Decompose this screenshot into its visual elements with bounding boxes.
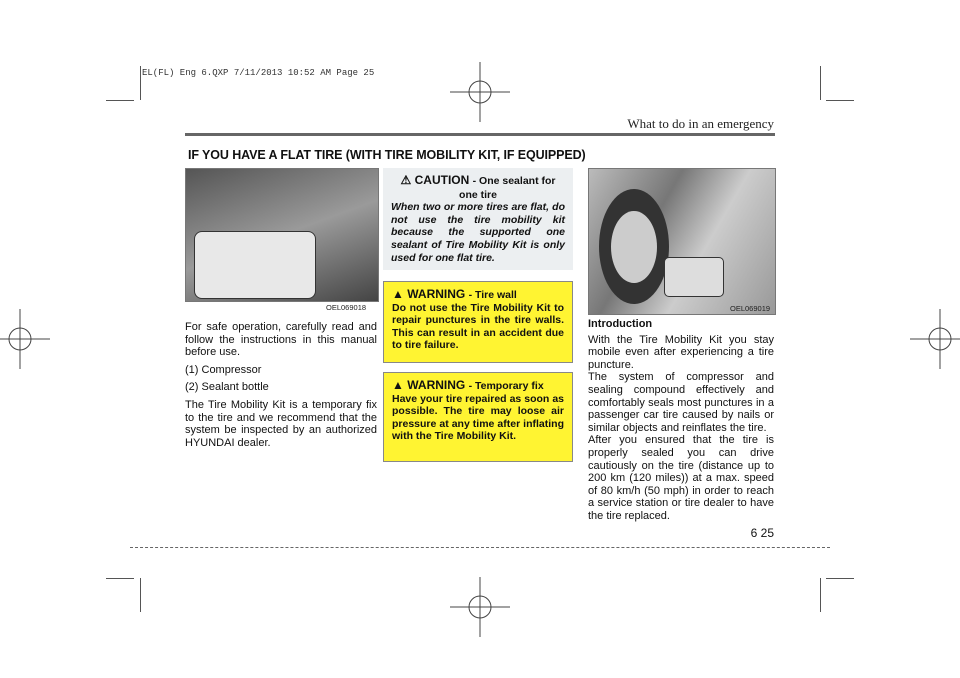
crop-mark xyxy=(820,66,821,100)
introduction-heading: Introduction xyxy=(588,318,653,330)
warning-label: WARNING xyxy=(407,378,466,392)
header-rule xyxy=(185,133,775,136)
image-code: OEL069018 xyxy=(326,303,367,312)
warning-triangle-icon: ▲ xyxy=(392,287,404,301)
section-header: What to do in an emergency xyxy=(627,116,774,131)
wheel-shape xyxy=(611,211,657,283)
page-number xyxy=(751,526,774,540)
list-item: (1) Compressor xyxy=(185,363,262,376)
registration-mark-icon xyxy=(450,62,510,122)
warning-box-temporary-fix xyxy=(383,372,573,462)
warning-text: Have your tire repaired as soon as possible. The tire may loose air pressure at any time after inflating with the Tire Mobility Kit. xyxy=(392,392,564,443)
warning-triangle-icon: ▲ xyxy=(392,378,404,392)
print-slug: EL(FL) Eng 6.QXP 7/11/2013 10:52 AM Page 25 xyxy=(142,68,375,78)
crop-mark xyxy=(106,100,134,101)
paragraph: For safe operation, carefully read and follow the instructions in this manual before use. xyxy=(185,321,377,359)
caution-text: When two or more tires are flat, do not use the tire mobility kit because the supported one sealant of Tire Mobility Kit is only used for one flat tire. xyxy=(391,201,565,264)
compressor-shape xyxy=(664,257,724,297)
warning-text: Do not use the Tire Mobility Kit to repair punctures in the tire walls. This can result in an accident due to tire failure. xyxy=(392,301,564,352)
warning-label: WARNING xyxy=(407,287,466,301)
page-number-value: 25 xyxy=(760,526,774,540)
crop-mark xyxy=(106,578,134,579)
crop-mark xyxy=(826,100,854,101)
warning-triangle-icon: ⚠ xyxy=(400,173,412,187)
footer-rule xyxy=(130,547,830,548)
warning-subtitle: - Tire wall xyxy=(468,289,517,301)
warning-subtitle: - Temporary fix xyxy=(468,380,544,392)
paragraph: The Tire Mobility Kit is a temporary fix to the tire and we recommend that the system be inspected by an authorized HYUNDAI dealer. xyxy=(185,398,377,449)
crop-mark xyxy=(140,66,141,100)
kit-inset xyxy=(194,231,316,299)
right-text xyxy=(588,318,774,523)
paragraph: After you ensured that the tire is properly sealed you can drive cautiously on the tire (distance up to 200 km (120 miles)) at a max. speed of 80 km/h (50 mph) in order to reach a service station or tire dealer to have the tire replaced. xyxy=(588,434,774,522)
paragraph: The system of compressor and sealing compound effectively and comfortably seals most punctures in a passenger car tire caused by nails or similar objects and reinflates the tire. xyxy=(588,371,774,434)
caution-subtitle: - One sealant for one tire xyxy=(459,175,556,201)
crop-mark xyxy=(820,578,821,612)
paragraph: With the Tire Mobility Kit you stay mobile even after experiencing a tire puncture. xyxy=(588,333,774,371)
tire-mobility-kit-image xyxy=(185,168,379,302)
tire-inflation-image xyxy=(588,168,776,315)
caution-label: CAUTION xyxy=(414,173,470,187)
registration-mark-icon xyxy=(910,309,960,369)
caution-box xyxy=(383,168,573,270)
page-title: IF YOU HAVE A FLAT TIRE (WITH TIRE MOBILITY KIT, IF EQUIPPED) xyxy=(188,148,586,162)
crop-mark xyxy=(140,578,141,612)
image-code: OEL069019 xyxy=(730,304,771,313)
chapter-number: 6 xyxy=(750,526,758,540)
left-text xyxy=(185,321,377,454)
registration-mark-icon xyxy=(450,577,510,637)
registration-mark-icon xyxy=(0,309,50,369)
crop-mark xyxy=(826,578,854,579)
list-item: (2) Sealant bottle xyxy=(185,381,269,394)
warning-box-tire-wall xyxy=(383,281,573,363)
